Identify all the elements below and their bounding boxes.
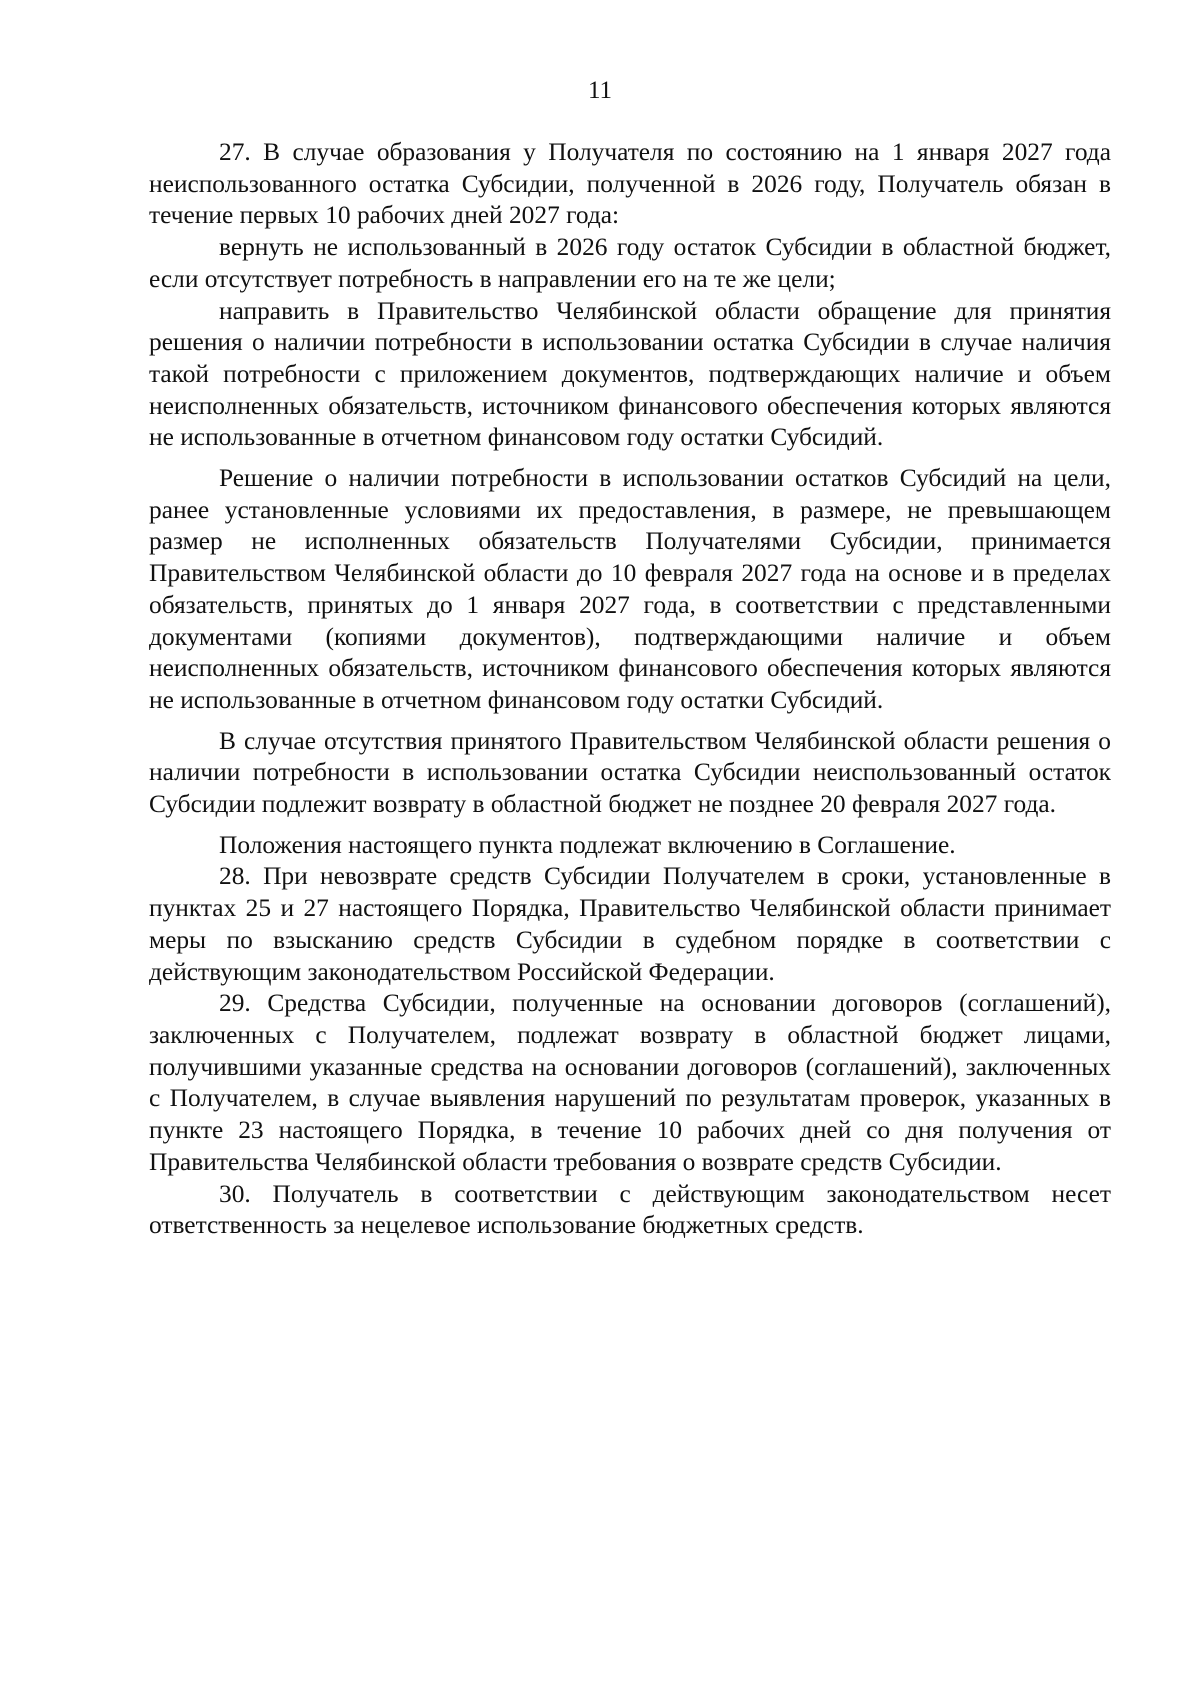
paragraph-28: 28. При невозврате средств Субсидии Получателем в сроки, установленные в пунктах 25 и 27 настоящего Порядка, Правительство Челябинской области принимает меры по взысканию средств Субсидии в судебном порядке в соответствии с действующим законодательством Российской Федерации. (149, 862, 1111, 986)
page-number: 11 (587, 77, 613, 104)
paragraph-send-request: направить в Правительство Челябинской области обращение для принятия решения о наличии потребности в использовании остатка Субсидии в случае наличия такой потребности с приложением документов, подтверждающих наличие и объем неисполненных обязательств, источником финансового обеспечения которых являются не использованные в отчетном финансовом году остатки Субсидий. (149, 296, 1111, 452)
paragraph-agreement-inclusion: Положения настоящего пункта подлежат включению в Соглашение. (219, 830, 956, 859)
paragraph-decision: Решение о наличии потребности в использовании остатков Субсидий на цели, ранее установленные условиями их предоставления, в размере, не превышающем размер не исполненных обязательств Получателями Субсидии, принимается Правительством Челябинской области до 10 февраля 2027 года на основе и в пределах обязательств, принятых до 1 января 2027 года, в соответствии с представленными документами (копиями документов), подтверждающими наличие и объем неисполненных обязательств, источником финансового обеспечения которых являются не использованные в отчетном финансовом году остатки Субсидий. (149, 464, 1111, 714)
paragraph-no-decision: В случае отсутствия принятого Правительством Челябинской области решения о наличии потребности в использовании остатка Субсидии неиспользованный остаток Субсидии подлежит возврату в областной бюджет не позднее 20 февраля 2027 года. (149, 726, 1111, 819)
paragraph-29: 29. Средства Субсидии, полученные на основании договоров (соглашений), заключенных с Получателем, подлежат возврату в областной бюджет лицами, получившими указанные средства на основании договоров (соглашений), заключенных с Получателем, в случае выявления нарушений по результатам проверок, указанных в пункте 23 настоящего Порядка, в течение 10 рабочих дней со дня получения от Правительства Челябинской области требования о возврате средств Субсидии. (149, 989, 1111, 1176)
document-body (149, 137, 1111, 1242)
paragraph-27: 27. В случае образования у Получателя по состоянию на 1 января 2027 года неиспользованного остатка Субсидии, полученной в 2026 году, Получатель обязан в течение первых 10 рабочих дней 2027 года: (149, 138, 1111, 230)
paragraph-30: 30. Получатель в соответствии с действующим законодательством несет ответственность за нецелевое использование бюджетных средств. (149, 1179, 1111, 1240)
paragraph-return-remainder: вернуть не использованный в 2026 году остаток Субсидии в областной бюджет, если отсутствует потребность в направлении его на те же цели; (149, 233, 1111, 293)
